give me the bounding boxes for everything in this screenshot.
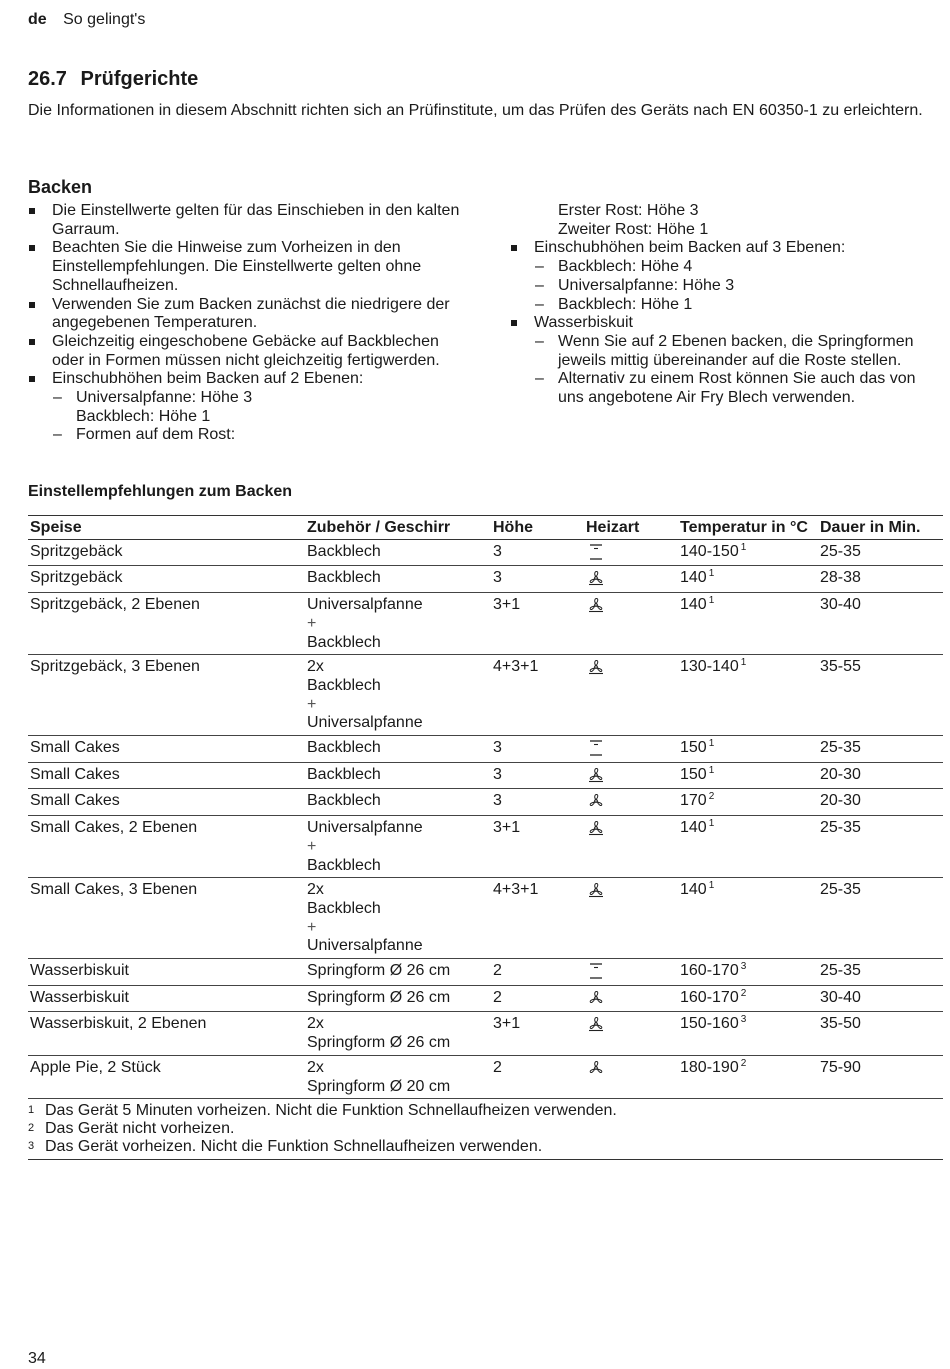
- list-item-text: Verwenden Sie zum Backen zunächst die niedrigere der angegebenen Temperaturen.: [52, 295, 450, 332]
- hot-air-icon: [586, 596, 606, 613]
- accessory-line: Springform Ø 26 cm: [307, 962, 451, 980]
- cell-duration: 25-35: [818, 959, 943, 986]
- list-item-text: Alternativ zu einem Rost können Sie auch das von uns angebotene Air Fry Blech verwenden.: [558, 370, 916, 407]
- cell-height: 2: [491, 985, 584, 1012]
- backen-list-left: [28, 202, 468, 445]
- header-temperature: Temperatur in °C: [678, 516, 818, 540]
- table-row: [28, 762, 943, 789]
- table-row: [28, 566, 943, 593]
- list-item-text: Zweiter Rost: Höhe 1: [558, 220, 709, 238]
- accessory-line: Universalpfanne: [307, 819, 423, 837]
- cell-dish: Spritzgebäck: [28, 539, 305, 566]
- cell-duration: 25-35: [818, 878, 943, 959]
- plus-sign: +: [307, 918, 317, 936]
- intro-paragraph: Die Informationen in diesem Abschnitt richten sich an Prüfinstitute, um das Prüfen des Geräts nach EN 60350-1 zu erleichtern.: [28, 102, 923, 119]
- page-header: [28, 11, 145, 29]
- accessory-line: Backblech: [307, 792, 381, 810]
- list-item-text: Backblech: Höhe 1: [558, 295, 693, 313]
- table-row: [28, 736, 943, 763]
- bullet-square-icon: [511, 320, 517, 326]
- hot-air-gentle-icon: [586, 792, 606, 809]
- footnote-ref: 1: [708, 818, 715, 830]
- footnote-number: 3: [28, 1140, 35, 1152]
- cell-height: 4+3+1: [491, 655, 584, 736]
- cell-temperature: [678, 539, 818, 566]
- cell-duration: 25-35: [818, 539, 943, 566]
- cell-dish: Spritzgebäck, 2 Ebenen: [28, 593, 305, 655]
- list-item: [510, 277, 930, 296]
- list-item-text: Die Einstellwerte gelten für das Einschieben in den kalten Garraum.: [52, 202, 460, 238]
- section-name: So gelingt's: [63, 11, 146, 28]
- list-item: [28, 239, 468, 295]
- cell-temperature: [678, 736, 818, 763]
- cell-heating-mode: [584, 985, 678, 1012]
- footnote-ref: 3: [740, 1014, 747, 1026]
- table-row: [28, 655, 943, 736]
- temperature-value: 130-140: [680, 658, 739, 676]
- plus-sign: +: [307, 837, 317, 855]
- footnote-ref: 2: [708, 791, 715, 803]
- cell-dish: Wasserbiskuit: [28, 985, 305, 1012]
- footnote-ref: 1: [708, 764, 715, 776]
- accessory-line: Backblech: [307, 739, 381, 757]
- cell-dish: Wasserbiskuit: [28, 959, 305, 986]
- cell-accessory: [305, 985, 491, 1012]
- cell-temperature: [678, 593, 818, 655]
- footnote-item: [28, 1120, 943, 1138]
- list-item-text: Universalpfanne: Höhe 3: [558, 276, 735, 294]
- bullet-square-icon: [29, 208, 35, 214]
- cell-heating-mode: [584, 762, 678, 789]
- table-row: [28, 959, 943, 986]
- cell-duration: 20-30: [818, 789, 943, 816]
- accessory-line: Universalpfanne: [307, 714, 423, 732]
- section-number: 26.7: [28, 68, 67, 90]
- list-item-text: Wenn Sie auf 2 Ebenen backen, die Springformen jeweils mittig übereinander auf die Roste stellen.: [558, 332, 914, 369]
- cell-duration: 28-38: [818, 566, 943, 593]
- accessory-line: Universalpfanne: [307, 937, 423, 955]
- footnote-text: Das Gerät vorheizen. Nicht die Funktion Schnellaufheizen verwenden.: [45, 1138, 543, 1155]
- hot-air-gentle-icon: [586, 1059, 606, 1076]
- hot-air-icon: [586, 569, 606, 586]
- cell-temperature: [678, 1055, 818, 1098]
- cell-heating-mode: [584, 816, 678, 878]
- list-item-text: Backblech: Höhe 1: [76, 407, 211, 425]
- temperature-value: 140: [680, 881, 707, 899]
- cell-heating-mode: [584, 566, 678, 593]
- cell-temperature: [678, 566, 818, 593]
- list-item-text: Backblech: Höhe 4: [558, 258, 693, 276]
- language-code: de: [28, 11, 47, 28]
- list-item: [510, 202, 930, 221]
- cell-temperature: [678, 816, 818, 878]
- list-item: [28, 370, 468, 389]
- cell-dish: Small Cakes: [28, 789, 305, 816]
- footnote-number: 2: [28, 1122, 35, 1134]
- cell-accessory: [305, 1055, 491, 1098]
- footnote-ref: 1: [708, 595, 715, 607]
- list-item: [510, 239, 930, 258]
- header-heating-mode: Heizart: [584, 516, 678, 540]
- footnote-ref: 1: [708, 738, 715, 750]
- cell-temperature: [678, 878, 818, 959]
- cell-accessory: [305, 655, 491, 736]
- cell-temperature: [678, 655, 818, 736]
- list-item: [28, 389, 468, 408]
- cell-duration: 35-50: [818, 1012, 943, 1055]
- header-dish: Speise: [28, 516, 305, 540]
- table-caption: Einstellempfehlungen zum Backen: [28, 483, 293, 500]
- cell-dish: Spritzgebäck, 3 Ebenen: [28, 655, 305, 736]
- list-item-text: Formen auf dem Rost:: [76, 426, 236, 444]
- cell-heating-mode: [584, 539, 678, 566]
- temperature-value: 160-170: [680, 962, 739, 980]
- cell-accessory: [305, 959, 491, 986]
- page-number: 34: [28, 1350, 46, 1367]
- list-item: [510, 333, 930, 370]
- cell-duration: 25-35: [818, 816, 943, 878]
- accessory-line: 2x: [307, 658, 324, 676]
- list-item-text: Universalpfanne: Höhe 3: [76, 389, 253, 407]
- temperature-value: 140: [680, 596, 707, 614]
- list-item-text: Wasserbiskuit: [534, 314, 633, 332]
- cell-dish: Spritzgebäck: [28, 566, 305, 593]
- cell-duration: 75-90: [818, 1055, 943, 1098]
- accessory-line: 2x: [307, 1058, 324, 1076]
- list-item: [510, 314, 930, 333]
- cell-duration: 35-55: [818, 655, 943, 736]
- hot-air-icon: [586, 1015, 606, 1032]
- cell-accessory: [305, 762, 491, 789]
- accessory-line: Backblech: [307, 765, 381, 783]
- cell-accessory: [305, 593, 491, 655]
- accessory-line: Backblech: [307, 633, 381, 651]
- list-item-text: Beachten Sie die Hinweise zum Vorheizen in den Einstellempfehlungen. Die Einstellwerte gelten ohne Schnellaufheizen.: [52, 239, 422, 294]
- cell-temperature: [678, 1012, 818, 1055]
- cell-height: 3: [491, 539, 584, 566]
- list-item: [28, 296, 468, 333]
- accessory-line: 2x: [307, 881, 324, 899]
- cell-dish: Apple Pie, 2 Stück: [28, 1055, 305, 1098]
- accessory-line: Backblech: [307, 676, 381, 694]
- list-item: [510, 221, 930, 240]
- temperature-value: 140-150: [680, 542, 739, 560]
- list-item: [28, 333, 468, 370]
- accessory-line: Universalpfanne: [307, 596, 423, 614]
- settings-table: [28, 515, 943, 1099]
- cell-heating-mode: [584, 789, 678, 816]
- cell-dish: Small Cakes, 2 Ebenen: [28, 816, 305, 878]
- cell-height: 2: [491, 959, 584, 986]
- top-bottom-heat-icon: [586, 739, 606, 756]
- table-row: [28, 539, 943, 566]
- temperature-value: 150-160: [680, 1015, 739, 1033]
- footnote-ref: 1: [708, 880, 715, 892]
- list-item-text: Gleichzeitig eingeschobene Gebäcke auf Backblechen oder in Formen müssen nicht gleichzeitig fertigwerden.: [52, 332, 440, 369]
- cell-accessory: [305, 566, 491, 593]
- accessory-line: Backblech: [307, 569, 381, 587]
- list-item-text: Einschubhöhen beim Backen auf 3 Ebenen:: [534, 239, 846, 257]
- header-duration: Dauer in Min.: [818, 516, 943, 540]
- accessory-line: Springform Ø 26 cm: [307, 988, 451, 1006]
- cell-dish: Small Cakes, 3 Ebenen: [28, 878, 305, 959]
- table-row: [28, 1055, 943, 1098]
- cell-height: 3+1: [491, 1012, 584, 1055]
- dash-icon: –: [535, 332, 544, 350]
- footnote-ref: 3: [740, 961, 747, 973]
- cell-dish: Wasserbiskuit, 2 Ebenen: [28, 1012, 305, 1055]
- cell-heating-mode: [584, 1055, 678, 1098]
- cell-heating-mode: [584, 1012, 678, 1055]
- cell-height: 3: [491, 789, 584, 816]
- accessory-line: Backblech: [307, 542, 381, 560]
- table-row: [28, 816, 943, 878]
- cell-dish: Small Cakes: [28, 762, 305, 789]
- cell-accessory: [305, 539, 491, 566]
- dash-icon: –: [535, 276, 544, 294]
- dash-icon: –: [535, 370, 544, 388]
- cell-height: 2: [491, 1055, 584, 1098]
- dash-icon: –: [53, 426, 62, 444]
- table-row: [28, 985, 943, 1012]
- cell-duration: 20-30: [818, 762, 943, 789]
- list-item: [28, 426, 468, 445]
- table-header-row: [28, 516, 943, 540]
- bullet-square-icon: [29, 245, 35, 251]
- page-title: [28, 68, 198, 91]
- cell-temperature: [678, 959, 818, 986]
- dash-icon: –: [535, 295, 544, 313]
- cell-accessory: [305, 816, 491, 878]
- header-height: Höhe: [491, 516, 584, 540]
- table-row: [28, 789, 943, 816]
- dash-icon: –: [53, 389, 62, 407]
- dash-icon: –: [535, 258, 544, 276]
- section-title: Prüfgerichte: [80, 68, 199, 90]
- cell-duration: 30-40: [818, 985, 943, 1012]
- cell-height: 3+1: [491, 816, 584, 878]
- table-row: [28, 878, 943, 959]
- list-item: [510, 258, 930, 277]
- cell-height: 3+1: [491, 593, 584, 655]
- hot-air-icon: [586, 658, 606, 675]
- cell-heating-mode: [584, 959, 678, 986]
- footnote-ref: 1: [708, 568, 715, 580]
- footnote-item: [28, 1138, 943, 1156]
- cell-heating-mode: [584, 593, 678, 655]
- temperature-value: 160-170: [680, 988, 739, 1006]
- cell-heating-mode: [584, 878, 678, 959]
- cell-accessory: [305, 789, 491, 816]
- bullet-square-icon: [29, 376, 35, 382]
- cell-temperature: [678, 985, 818, 1012]
- footnote-item: [28, 1102, 943, 1120]
- footnote-text: Das Gerät 5 Minuten vorheizen. Nicht die Funktion Schnellaufheizen verwenden.: [45, 1102, 617, 1119]
- cell-temperature: [678, 789, 818, 816]
- accessory-line: Backblech: [307, 856, 381, 874]
- cell-accessory: [305, 1012, 491, 1055]
- cell-height: 4+3+1: [491, 878, 584, 959]
- list-item: [28, 202, 468, 239]
- cell-temperature: [678, 762, 818, 789]
- top-bottom-heat-icon: [586, 962, 606, 979]
- footnote-ref: 2: [740, 1057, 747, 1069]
- bullet-square-icon: [29, 339, 35, 345]
- cell-height: 3: [491, 762, 584, 789]
- temperature-value: 150: [680, 765, 707, 783]
- accessory-line: Springform Ø 20 cm: [307, 1077, 451, 1095]
- cell-heating-mode: [584, 655, 678, 736]
- cell-heating-mode: [584, 736, 678, 763]
- temperature-value: 140: [680, 569, 707, 587]
- footnote-ref: 1: [740, 657, 747, 669]
- list-item-text: Einschubhöhen beim Backen auf 2 Ebenen:: [52, 370, 364, 388]
- backen-list-right: [510, 202, 930, 408]
- footnote-number: 1: [28, 1104, 35, 1116]
- footnote-text: Das Gerät nicht vorheizen.: [45, 1120, 235, 1137]
- footnote-ref: 1: [740, 541, 747, 553]
- list-item-text: Erster Rost: Höhe 3: [558, 202, 699, 219]
- header-accessory: Zubehör / Geschirr: [305, 516, 491, 540]
- table-row: [28, 593, 943, 655]
- temperature-value: 180-190: [680, 1058, 739, 1076]
- accessory-line: 2x: [307, 1015, 324, 1033]
- cell-dish: Small Cakes: [28, 736, 305, 763]
- cell-height: 3: [491, 566, 584, 593]
- table-row: [28, 1012, 943, 1055]
- temperature-value: 170: [680, 792, 707, 810]
- cell-accessory: [305, 736, 491, 763]
- list-item: [28, 408, 468, 427]
- bullet-square-icon: [511, 245, 517, 251]
- cell-duration: 30-40: [818, 593, 943, 655]
- plus-sign: +: [307, 614, 317, 632]
- hot-air-gentle-icon: [586, 989, 606, 1006]
- hot-air-icon: [586, 881, 606, 898]
- cell-height: 3: [491, 736, 584, 763]
- accessory-line: Backblech: [307, 899, 381, 917]
- list-item: [510, 370, 930, 407]
- accessory-line: Springform Ø 26 cm: [307, 1034, 451, 1052]
- cell-accessory: [305, 878, 491, 959]
- list-item: [510, 296, 930, 315]
- footnote-ref: 2: [740, 987, 747, 999]
- cell-duration: 25-35: [818, 736, 943, 763]
- bullet-square-icon: [29, 302, 35, 308]
- temperature-value: 150: [680, 739, 707, 757]
- top-bottom-heat-icon: [586, 543, 606, 560]
- hot-air-icon: [586, 766, 606, 783]
- footnotes: [28, 1102, 943, 1160]
- plus-sign: +: [307, 695, 317, 713]
- temperature-value: 140: [680, 819, 707, 837]
- backen-heading: Backen: [28, 177, 93, 197]
- hot-air-icon: [586, 819, 606, 836]
